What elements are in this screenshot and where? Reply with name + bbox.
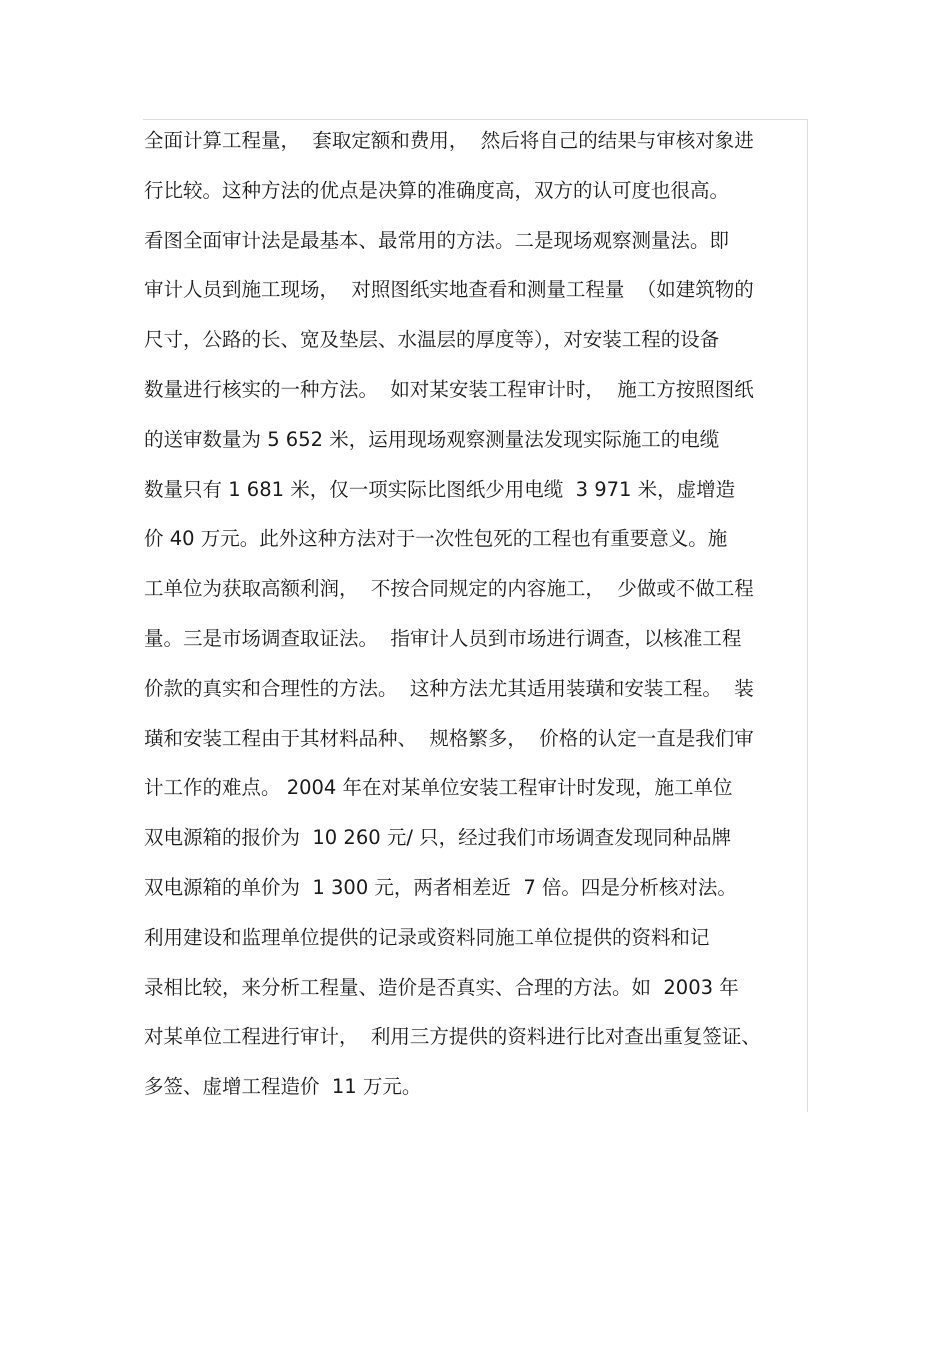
- text-line: 全面计算工程量， 套取定额和费用， 然后将自己的结果与审核对象进: [144, 129, 754, 152]
- text-line: 尺寸，公路的长、宽及垫层、水温层的厚度等），对安装工程的设备: [144, 328, 720, 352]
- text-line: 价 40 万元。此外这种方法对于一次性包死的工程也有重要意义。施: [144, 527, 728, 551]
- text-line: 璜和安装工程由于其材料品种、 规格繁多， 价格的认定一直是我们审: [144, 726, 754, 750]
- text-line: 的送审数量为 5 652 米，运用现场观察测量法发现实际施工的电缆: [144, 427, 720, 451]
- text-line: 数量只有 1 681 米，仅一项实际比图纸少用电缆 3 971 米，虚增造: [144, 477, 736, 501]
- body-text: [144, 116, 814, 1112]
- text-line: 工单位为获取高额利润， 不按合同规定的内容施工， 少做或不做工程: [144, 577, 754, 601]
- text-line: 多签、虚增工程造价 11 万元。: [144, 1075, 422, 1099]
- text-line: 计工作的难点。 2004 年在对某单位安装工程审计时发现，施工单位: [144, 776, 733, 800]
- text-line: 量。三是市场调查取证法。 指审计人员到市场进行调查，以核准工程: [144, 626, 742, 650]
- text-line: 行比较。这种方法的优点是决算的准确度高，双方的认可度也很高。: [144, 178, 730, 202]
- text-line: 对某单位工程进行审计， 利用三方提供的资料进行比对查出重复签证、: [144, 1025, 761, 1049]
- text-line: 数量进行核实的一种方法。 如对某安装工程审计时， 施工方按照图纸: [144, 377, 754, 401]
- text-line: 双电源箱的单价为 1 300 元，两者相差近 7 倍。四是分析核对法。: [144, 875, 737, 899]
- text-line: 看图全面审计法是最基本、最常用的方法。二是现场观察测量法。即: [144, 228, 730, 252]
- text-line: 双电源箱的报价为 10 260 元/ 只，经过我们市场调查发现同种品牌: [144, 826, 732, 850]
- text-line: 利用建设和监理单位提供的记录或资料同施工单位提供的资料和记: [144, 925, 710, 949]
- text-line: 价款的真实和合理性的方法。 这种方法尤其适用装璜和安装工程。 装: [144, 676, 754, 700]
- text-line: 审计人员到施工现场， 对照图纸实地查看和测量工程量 （如建筑物的: [144, 278, 754, 302]
- text-line: 录相比较，来分析工程量、造价是否真实、合理的方法。如 2003 年: [144, 975, 739, 999]
